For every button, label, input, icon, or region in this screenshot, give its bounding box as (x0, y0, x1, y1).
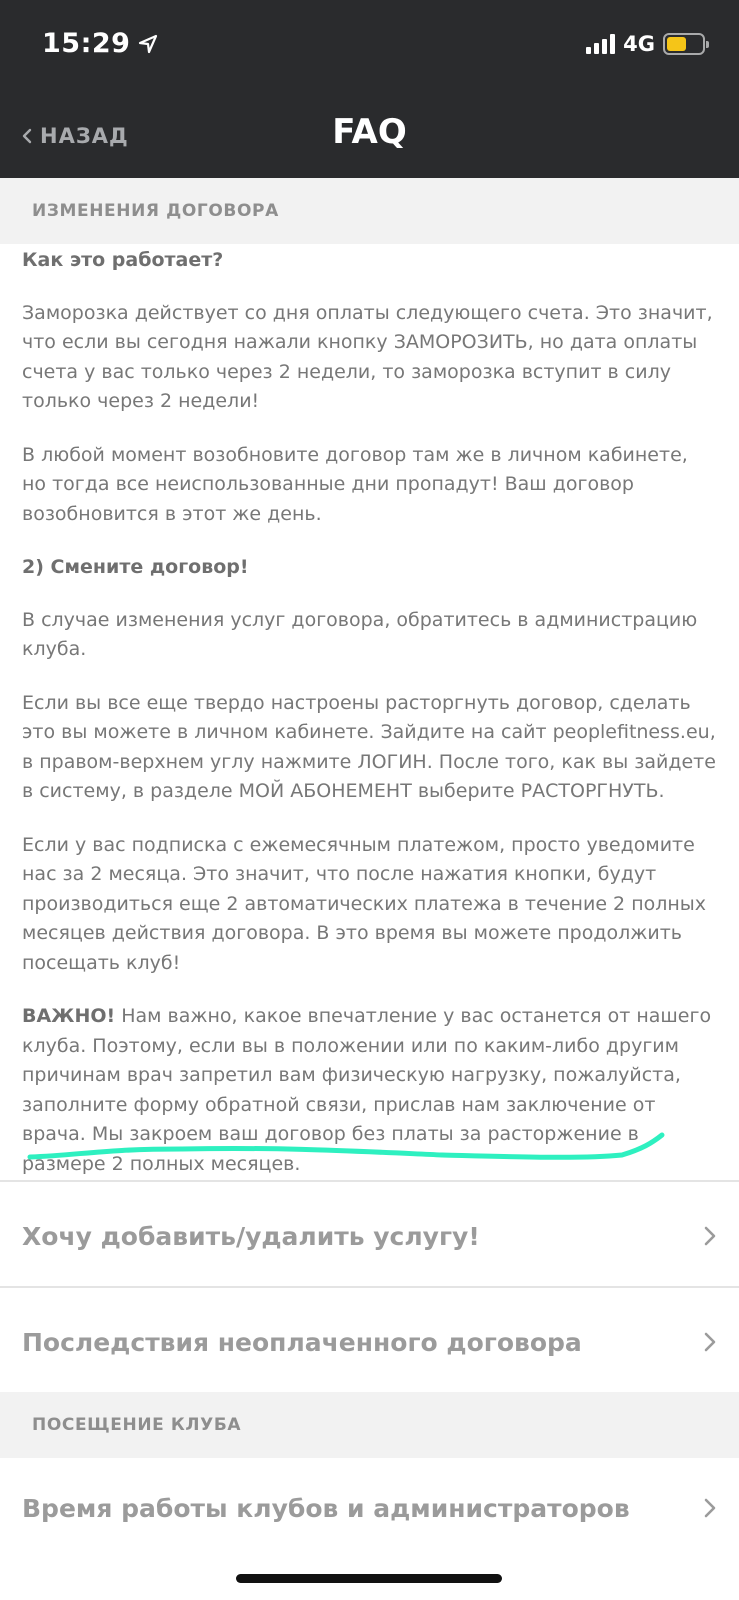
faq-item-add-remove-service[interactable] (0, 1186, 739, 1286)
paragraph-monthly-notice: Если у вас подписка с ежемесячным платежом, просто уведомите нас за 2 месяца. Это значит, что после нажатия кнопки, будут производиться еще 2 автоматических платежа в течение 2 полных месяцев действия договора. В это время вы можете продолжить посещать клуб! (22, 833, 707, 974)
paragraph-terminate-info: Если вы все еще твердо настроены расторгнуть договор, сделать это вы можете в личном кабинете. Зайдите на сайт peoplefitness.eu, в правом-верхнем углу нажмите ЛОГИН. После того, как вы зайдете в систему, в разделе МОЙ АБОНЕМЕНТ выберите РАСТОРГНУТЬ. (22, 691, 716, 802)
chevron-right-icon (703, 1497, 717, 1519)
divider (0, 1286, 739, 1288)
paragraph-change-services: В случае изменения услуг договора, обратитесь в администрацию клуба. (22, 608, 698, 660)
paragraph-resume-info: В любой момент возобновите договор там же в личном кабинете, но тогда все неиспользованные дни пропадут! Ваш договор возобновится в этот же день. (22, 443, 688, 525)
question-heading: Как это работает? (22, 249, 224, 271)
faq-answer-content (22, 246, 717, 1203)
page-title: FAQ (332, 112, 407, 152)
battery-level (667, 37, 686, 51)
top-bar (0, 0, 739, 178)
important-label: ВАЖНО! (22, 1005, 116, 1027)
section-header-club-visits: ПОСЕЩЕНИЕ КЛУБА (0, 1392, 739, 1458)
battery-icon (663, 33, 705, 55)
clock: 15:29 (42, 28, 131, 59)
paragraph-freeze-info: Заморозка действует со дня оплаты следующего счета. Это значит, что если вы сегодня нажали кнопку ЗАМОРОЗИТЬ, но дата оплаты счета у вас только через 2 недели, то заморозка вступит в силу только через 2 недели! (22, 301, 713, 412)
chevron-right-icon (703, 1331, 717, 1353)
divider (0, 1180, 739, 1182)
back-label: НАЗАД (40, 124, 129, 148)
faq-item-label: Хочу добавить/удалить услугу! (22, 1221, 480, 1251)
home-indicator[interactable] (236, 1574, 502, 1583)
highlight-underline (22, 1125, 672, 1165)
important-text: Нам важно, какое впечатление у вас останется от нашего клуба. Поэтому, если вы в положении или по каким-либо другим причинам врач запретил вам физическую нагрузку, пожалуйста, заполните форму обратной связи, прислав нам заключение от врача. Мы закроем ваш договор без платы за расторжение в размере 2 полных месяцев. (22, 1005, 712, 1175)
chevron-right-icon (703, 1225, 717, 1247)
faq-item-label: Последствия неоплаченного договора (22, 1327, 582, 1357)
faq-item-unpaid-contract[interactable] (0, 1292, 739, 1392)
faq-item-opening-hours[interactable] (0, 1458, 739, 1558)
question-heading-change-contract: 2) Смените договор! (22, 556, 249, 578)
signal-icon (586, 34, 615, 54)
section-header-contract-changes: ИЗМЕНЕНИЯ ДОГОВОРА (0, 178, 739, 244)
faq-item-label: Время работы клубов и администраторов (22, 1493, 630, 1523)
status-time (42, 28, 158, 59)
network-type: 4G (623, 32, 655, 56)
status-indicators (586, 32, 705, 56)
location-arrow-icon (138, 34, 158, 54)
